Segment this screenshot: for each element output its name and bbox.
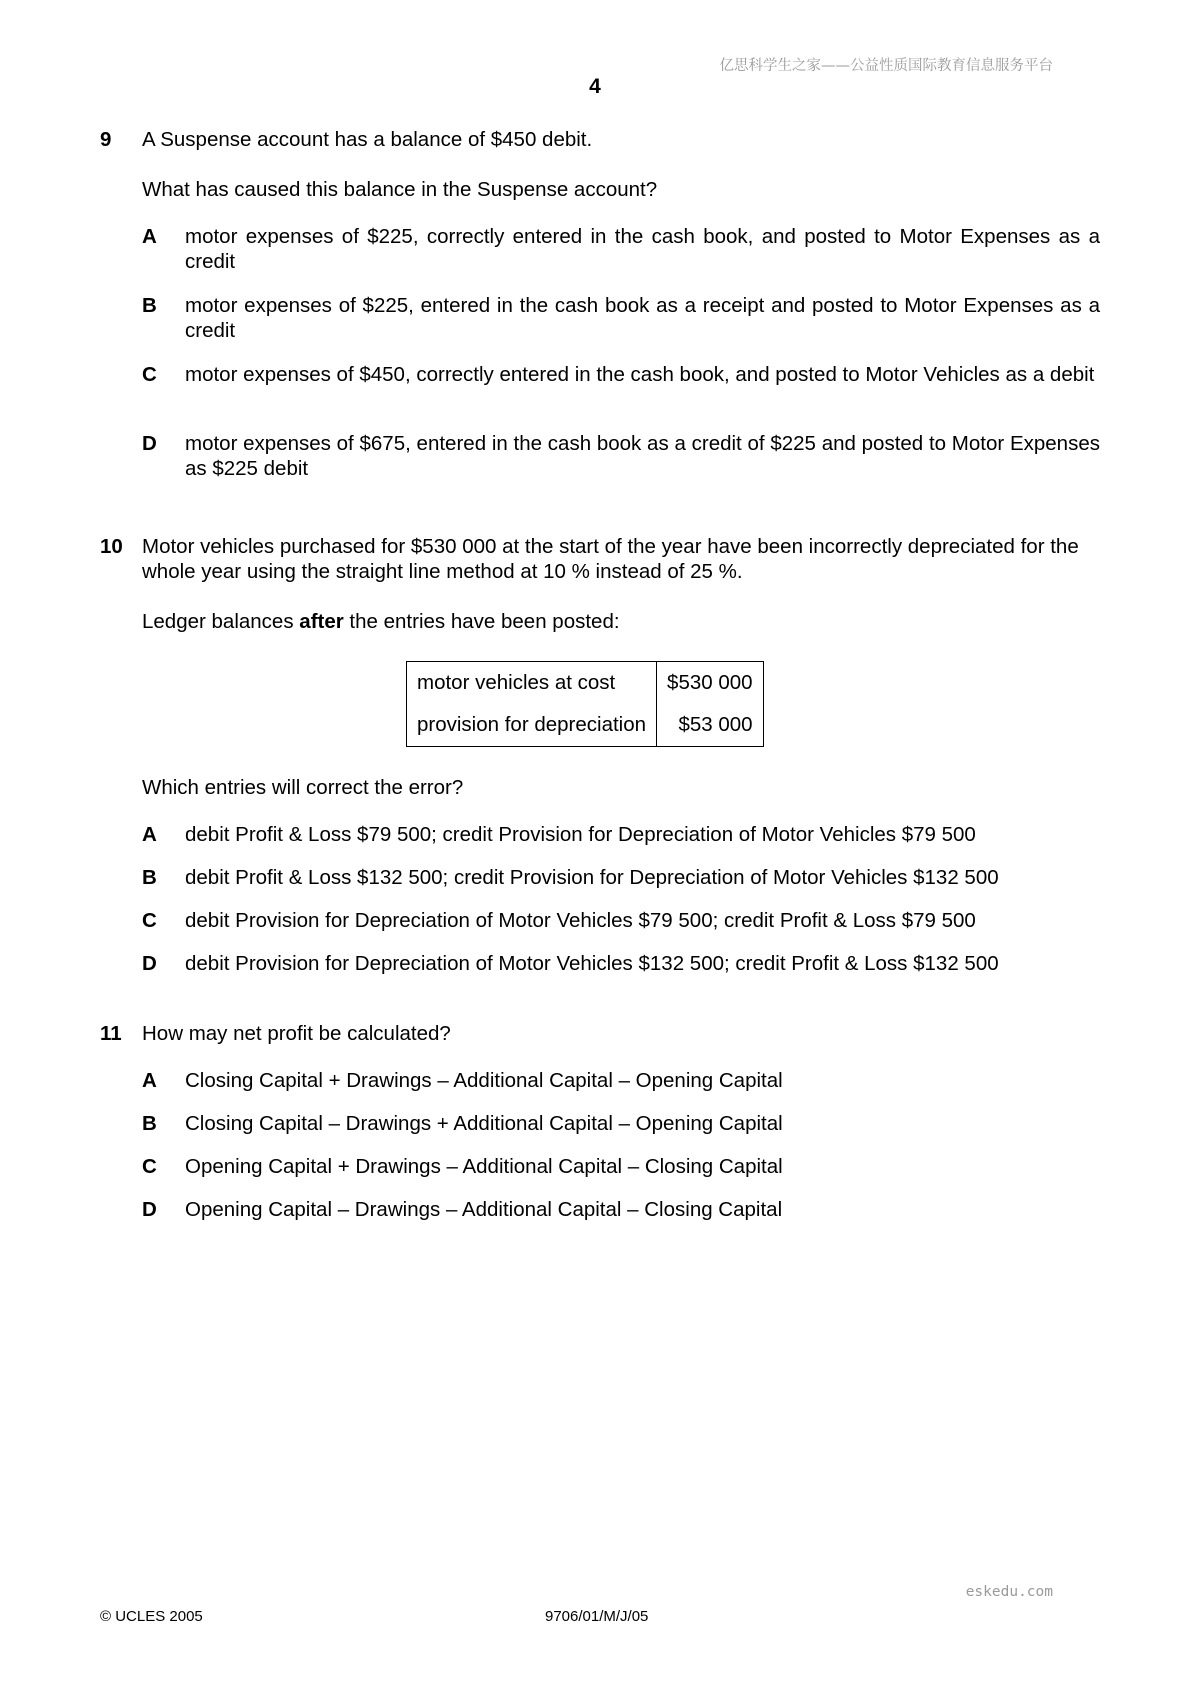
option-text: Opening Capital – Drawings – Additional Capital – Closing Capital: [185, 1198, 783, 1221]
ledger-value: $53 000: [678, 713, 753, 736]
option-text: motor expenses of $675, entered in the cash book as a credit of $225 and posted to Motor Expenses as $225 debit: [185, 432, 1100, 480]
option-text: Closing Capital + Drawings – Additional Capital – Opening Capital: [185, 1069, 783, 1092]
watermark-bottom: eskedu.com: [965, 1584, 1053, 1600]
ledger-intro-text-end: the entries have been posted:: [343, 610, 620, 633]
option-letter: B: [142, 1112, 157, 1135]
ledger-label: motor vehicles at cost: [407, 662, 657, 705]
option-letter: B: [142, 866, 157, 889]
ledger-intro: [142, 609, 1100, 634]
question-number: 9: [100, 128, 112, 151]
option-letter: C: [142, 363, 157, 386]
option-letter: B: [142, 294, 157, 317]
footer-copyright: © UCLES 2005: [100, 1608, 203, 1625]
option-text: motor expenses of $225, entered in the cash book as a receipt and posted to Motor Expenses as a credit: [185, 294, 1100, 342]
page-number: 4: [589, 75, 601, 98]
question-prompt: Which entries will correct the error?: [142, 776, 464, 799]
option-text: motor expenses of $450, correctly entered in the cash book, and posted to Motor Vehicles as a debit: [185, 363, 1095, 386]
question-stem: How may net profit be calculated?: [142, 1022, 451, 1045]
option-letter: A: [142, 823, 157, 846]
question-number: 10: [100, 535, 123, 558]
ledger-table: [406, 661, 764, 747]
ledger-value: $530 000: [667, 671, 753, 694]
option-letter: A: [142, 1069, 157, 1092]
question-stem: Motor vehicles purchased for $530 000 at the start of the year have been incorrectly depreciated for the whole year using the straight line method at 10 % instead of 25 %.: [142, 535, 1079, 583]
question-number: 11: [100, 1022, 122, 1045]
table-row: [407, 662, 764, 705]
option-text: debit Profit & Loss $79 500; credit Provision for Depreciation of Motor Vehicles $79 500: [185, 823, 976, 846]
ledger-label: provision for depreciation: [407, 704, 657, 747]
ledger-intro-text: Ledger balances: [142, 610, 300, 633]
option-letter: C: [142, 1155, 157, 1178]
option-letter: A: [142, 225, 157, 248]
option-text: debit Provision for Depreciation of Motor Vehicles $132 500; credit Profit & Loss $132 500: [185, 952, 999, 975]
option-letter: D: [142, 1198, 157, 1221]
option-letter: D: [142, 952, 157, 975]
question-prompt: What has caused this balance in the Suspense account?: [142, 178, 658, 201]
option-text: Opening Capital + Drawings – Additional Capital – Closing Capital: [185, 1155, 783, 1178]
option-letter: C: [142, 909, 157, 932]
option-text: debit Profit & Loss $132 500; credit Provision for Depreciation of Motor Vehicles $132 500: [185, 866, 999, 889]
footer-code: 9706/01/M/J/05: [545, 1608, 649, 1625]
ledger-intro-bold: after: [299, 610, 344, 633]
option-text: motor expenses of $225, correctly entered in the cash book, and posted to Motor Expenses as a credit: [185, 225, 1100, 273]
table-row: [407, 704, 764, 747]
option-text: debit Provision for Depreciation of Motor Vehicles $79 500; credit Profit & Loss $79 500: [185, 909, 976, 932]
option-letter: D: [142, 432, 157, 455]
option-text: Closing Capital – Drawings + Additional Capital – Opening Capital: [185, 1112, 783, 1135]
watermark-top: 亿思科学生之家——公益性质国际教育信息服务平台: [719, 58, 1053, 74]
question-stem: A Suspense account has a balance of $450 debit.: [142, 128, 593, 151]
